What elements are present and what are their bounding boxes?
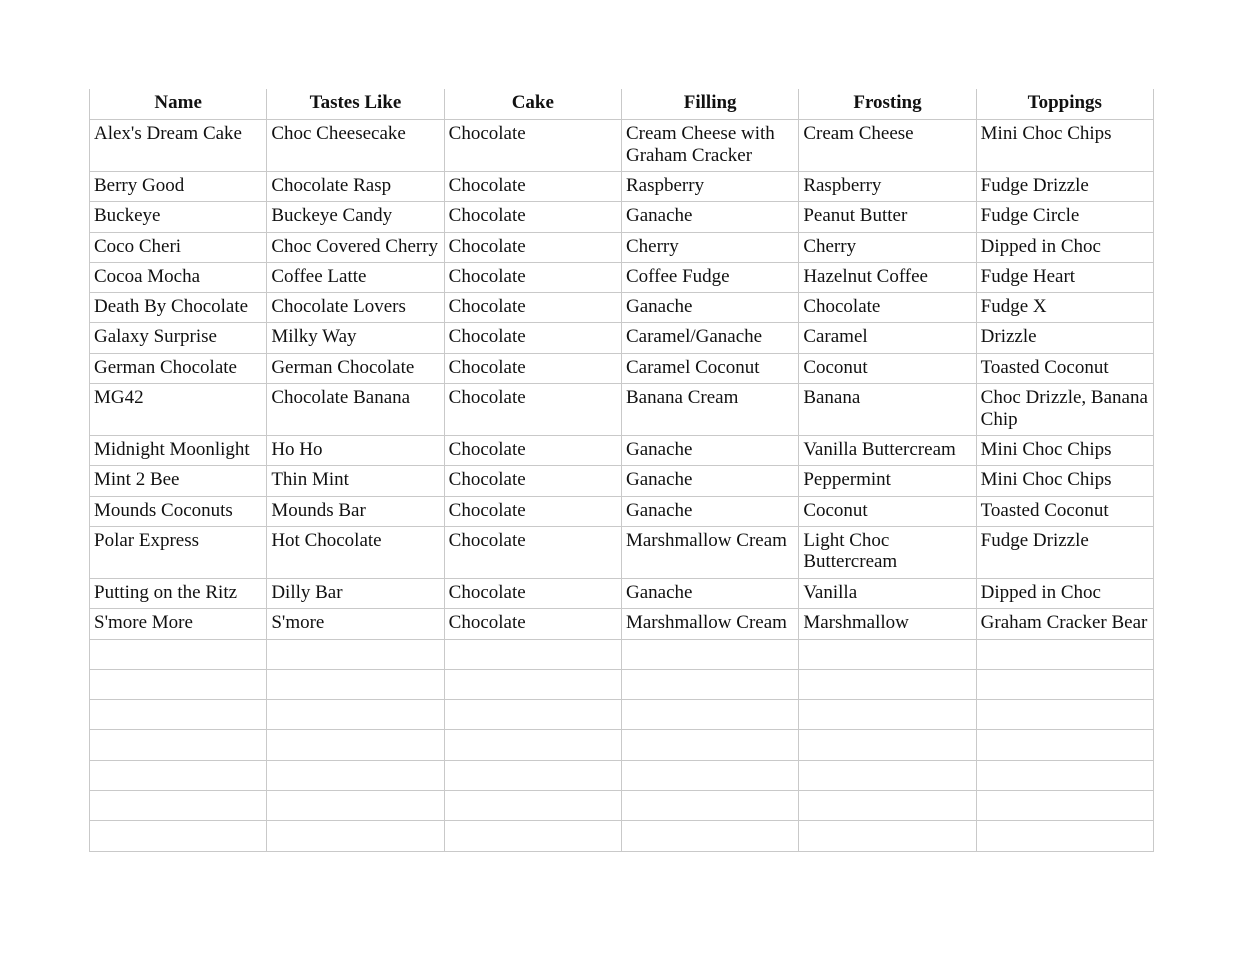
cell-tastes-like: S'more	[267, 609, 444, 639]
header-tastes-like: Tastes Like	[267, 89, 444, 120]
cell-cake: Chocolate	[444, 353, 621, 383]
cell-frosting: Vanilla Buttercream	[799, 436, 976, 466]
table-row	[90, 384, 1154, 436]
table-row	[90, 526, 1154, 578]
cell-toppings	[976, 669, 1153, 699]
table-row	[90, 232, 1154, 262]
table-row	[90, 466, 1154, 496]
cell-frosting: Banana	[799, 384, 976, 436]
header-toppings: Toppings	[976, 89, 1153, 120]
cell-toppings: Choc Drizzle, Banana Chip	[976, 384, 1153, 436]
cell-frosting	[799, 639, 976, 669]
cell-tastes-like: Chocolate Rasp	[267, 172, 444, 202]
cell-frosting	[799, 791, 976, 821]
cell-tastes-like: Coffee Latte	[267, 262, 444, 292]
cell-filling	[621, 821, 798, 851]
cell-filling: Ganache	[621, 436, 798, 466]
cell-filling: Ganache	[621, 293, 798, 323]
cell-name: S'more More	[90, 609, 267, 639]
cell-cake: Chocolate	[444, 526, 621, 578]
cell-cake	[444, 730, 621, 760]
table-row	[90, 262, 1154, 292]
cell-filling: Coffee Fudge	[621, 262, 798, 292]
cell-filling: Banana Cream	[621, 384, 798, 436]
cell-cake: Chocolate	[444, 323, 621, 353]
cell-toppings	[976, 700, 1153, 730]
cell-frosting	[799, 730, 976, 760]
table-row	[90, 730, 1154, 760]
table-row	[90, 496, 1154, 526]
cell-filling	[621, 700, 798, 730]
cell-frosting: Cream Cheese	[799, 120, 976, 172]
cell-cake: Chocolate	[444, 120, 621, 172]
cell-toppings	[976, 760, 1153, 790]
cell-cake	[444, 760, 621, 790]
cell-name: Coco Cheri	[90, 232, 267, 262]
cell-tastes-like: Milky Way	[267, 323, 444, 353]
cell-toppings: Mini Choc Chips	[976, 466, 1153, 496]
header-row	[90, 89, 1154, 120]
cell-frosting	[799, 760, 976, 790]
cell-filling: Caramel Coconut	[621, 353, 798, 383]
table-row	[90, 639, 1154, 669]
cell-name: Alex's Dream Cake	[90, 120, 267, 172]
cell-filling: Raspberry	[621, 172, 798, 202]
cell-tastes-like	[267, 821, 444, 851]
cell-filling	[621, 791, 798, 821]
cake-flavor-table	[89, 89, 1154, 852]
header-filling: Filling	[621, 89, 798, 120]
table-row	[90, 120, 1154, 172]
cell-cake: Chocolate	[444, 262, 621, 292]
cell-cake	[444, 821, 621, 851]
cell-tastes-like: German Chocolate	[267, 353, 444, 383]
cell-name	[90, 791, 267, 821]
cell-cake: Chocolate	[444, 202, 621, 232]
cell-name: Mounds Coconuts	[90, 496, 267, 526]
cell-cake: Chocolate	[444, 496, 621, 526]
cell-toppings	[976, 639, 1153, 669]
cell-name: German Chocolate	[90, 353, 267, 383]
cell-frosting: Raspberry	[799, 172, 976, 202]
header-name: Name	[90, 89, 267, 120]
cell-tastes-like: Chocolate Lovers	[267, 293, 444, 323]
cell-toppings: Toasted Coconut	[976, 496, 1153, 526]
cell-name	[90, 821, 267, 851]
cell-filling	[621, 669, 798, 699]
cell-toppings: Fudge Drizzle	[976, 172, 1153, 202]
cell-name: MG42	[90, 384, 267, 436]
cell-tastes-like: Choc Covered Cherry	[267, 232, 444, 262]
cell-toppings: Drizzle	[976, 323, 1153, 353]
table-body	[90, 120, 1154, 852]
cell-toppings: Fudge Drizzle	[976, 526, 1153, 578]
cell-filling: Ganache	[621, 466, 798, 496]
cell-filling: Ganache	[621, 496, 798, 526]
table-row	[90, 791, 1154, 821]
cell-cake	[444, 700, 621, 730]
cell-tastes-like: Buckeye Candy	[267, 202, 444, 232]
cell-toppings: Mini Choc Chips	[976, 120, 1153, 172]
cell-cake: Chocolate	[444, 466, 621, 496]
cell-name: Berry Good	[90, 172, 267, 202]
cell-tastes-like: Ho Ho	[267, 436, 444, 466]
table-row	[90, 353, 1154, 383]
cell-toppings: Dipped in Choc	[976, 578, 1153, 608]
cell-name: Cocoa Mocha	[90, 262, 267, 292]
cell-cake: Chocolate	[444, 609, 621, 639]
cell-frosting: Peanut Butter	[799, 202, 976, 232]
cell-filling	[621, 639, 798, 669]
cell-name: Buckeye	[90, 202, 267, 232]
cell-filling: Ganache	[621, 202, 798, 232]
cell-filling: Cherry	[621, 232, 798, 262]
cell-toppings: Graham Cracker Bear	[976, 609, 1153, 639]
cell-frosting	[799, 669, 976, 699]
cell-name	[90, 639, 267, 669]
cell-name	[90, 760, 267, 790]
cell-tastes-like: Thin Mint	[267, 466, 444, 496]
cell-tastes-like	[267, 669, 444, 699]
cell-toppings: Fudge Heart	[976, 262, 1153, 292]
cell-name: Polar Express	[90, 526, 267, 578]
cell-frosting: Peppermint	[799, 466, 976, 496]
cell-name	[90, 669, 267, 699]
cell-cake: Chocolate	[444, 293, 621, 323]
cell-filling	[621, 760, 798, 790]
cell-filling: Ganache	[621, 578, 798, 608]
table-row	[90, 436, 1154, 466]
table-row	[90, 578, 1154, 608]
cell-toppings	[976, 791, 1153, 821]
cell-filling: Marshmallow Cream	[621, 526, 798, 578]
cell-tastes-like	[267, 639, 444, 669]
cell-frosting: Cherry	[799, 232, 976, 262]
cell-frosting	[799, 700, 976, 730]
cell-filling: Caramel/Ganache	[621, 323, 798, 353]
cell-toppings: Fudge Circle	[976, 202, 1153, 232]
cell-tastes-like: Dilly Bar	[267, 578, 444, 608]
cell-filling: Marshmallow Cream	[621, 609, 798, 639]
cell-name: Mint 2 Bee	[90, 466, 267, 496]
table-row	[90, 323, 1154, 353]
cell-tastes-like	[267, 760, 444, 790]
cell-toppings: Fudge X	[976, 293, 1153, 323]
table-row	[90, 760, 1154, 790]
cell-frosting: Chocolate	[799, 293, 976, 323]
cell-filling	[621, 730, 798, 760]
cell-frosting: Light Choc Buttercream	[799, 526, 976, 578]
table-row	[90, 821, 1154, 851]
cell-tastes-like: Chocolate Banana	[267, 384, 444, 436]
cell-cake: Chocolate	[444, 232, 621, 262]
cell-toppings: Toasted Coconut	[976, 353, 1153, 383]
cell-cake: Chocolate	[444, 172, 621, 202]
cell-toppings	[976, 821, 1153, 851]
cell-name: Midnight Moonlight	[90, 436, 267, 466]
cell-cake	[444, 639, 621, 669]
table-row	[90, 172, 1154, 202]
header-frosting: Frosting	[799, 89, 976, 120]
cell-frosting: Marshmallow	[799, 609, 976, 639]
table-row	[90, 293, 1154, 323]
cell-tastes-like: Hot Chocolate	[267, 526, 444, 578]
cell-name: Galaxy Surprise	[90, 323, 267, 353]
cell-toppings: Dipped in Choc	[976, 232, 1153, 262]
cell-frosting: Coconut	[799, 353, 976, 383]
cell-frosting: Coconut	[799, 496, 976, 526]
cell-name	[90, 700, 267, 730]
cell-cake	[444, 669, 621, 699]
cell-cake	[444, 791, 621, 821]
cell-tastes-like: Mounds Bar	[267, 496, 444, 526]
cell-cake: Chocolate	[444, 436, 621, 466]
cell-cake: Chocolate	[444, 578, 621, 608]
cell-tastes-like	[267, 730, 444, 760]
cell-name: Putting on the Ritz	[90, 578, 267, 608]
cell-frosting: Vanilla	[799, 578, 976, 608]
header-cake: Cake	[444, 89, 621, 120]
table-row	[90, 202, 1154, 232]
cell-tastes-like: Choc Cheesecake	[267, 120, 444, 172]
cell-toppings	[976, 730, 1153, 760]
cell-tastes-like	[267, 791, 444, 821]
cell-name: Death By Chocolate	[90, 293, 267, 323]
cell-tastes-like	[267, 700, 444, 730]
cell-frosting	[799, 821, 976, 851]
cell-cake: Chocolate	[444, 384, 621, 436]
table-row	[90, 609, 1154, 639]
cell-frosting: Caramel	[799, 323, 976, 353]
table-row	[90, 700, 1154, 730]
cell-toppings: Mini Choc Chips	[976, 436, 1153, 466]
table-row	[90, 669, 1154, 699]
cell-name	[90, 730, 267, 760]
cell-frosting: Hazelnut Coffee	[799, 262, 976, 292]
cell-filling: Cream Cheese with Graham Cracker	[621, 120, 798, 172]
